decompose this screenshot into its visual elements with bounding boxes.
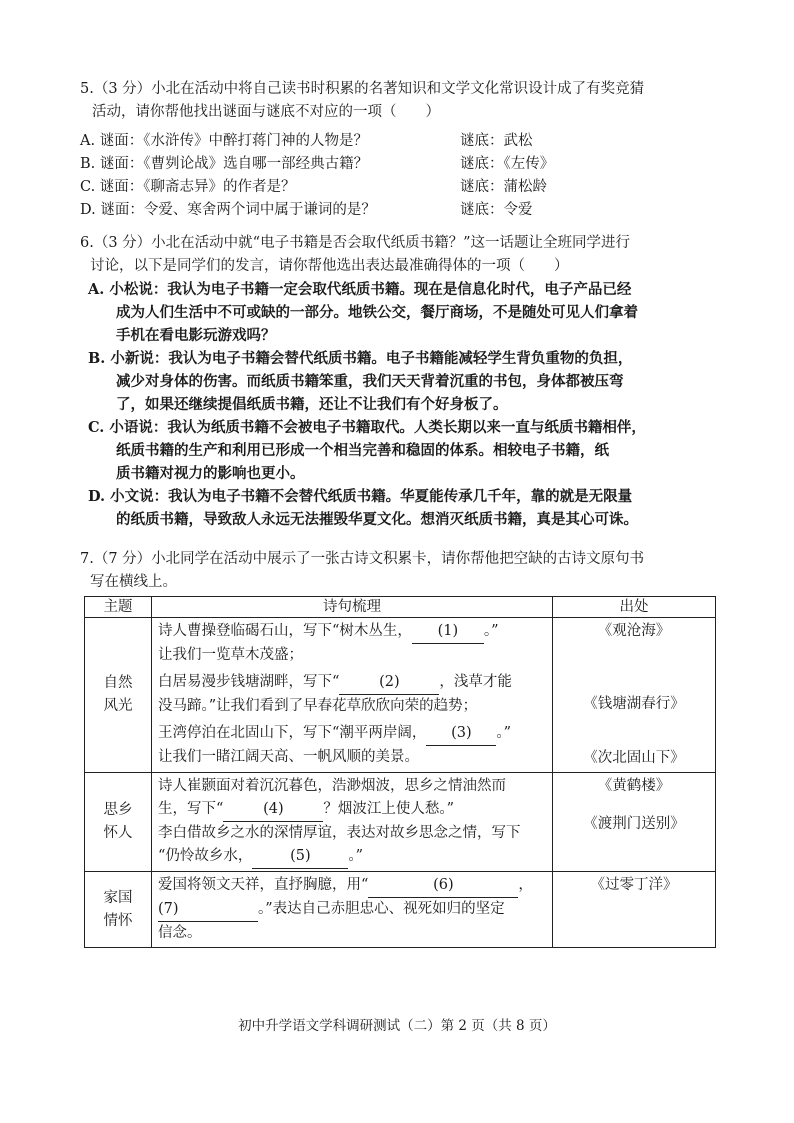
page-footer: 初中升学语文学科调研测试（二）第 2 页（共 8 页）: [238, 1018, 556, 1034]
q6-option-b: B. 小新说：我认为电子书籍会替代纸质书籍。电子书籍能减轻学生背负重物的负担， 减少对身体的伤害。而纸质书籍笨重，我们天天背着沉重的书包，身体都被压弯 了，如果还继续提倡纸质书籍，还让不让我们有个好身板了。: [88, 350, 633, 413]
q5-option-c: C. 谜面：《聊斋志异》的作者是？ 谜底：蒲松龄: [80, 179, 547, 195]
source-nature: 《观沧海》 《钱塘湖春行》 《次北固山下》: [553, 618, 716, 773]
q5-option-b: B. 谜面：《曹刿论战》选自哪一部经典古籍？ 谜底：《左传》: [80, 156, 555, 172]
q7-stem-line2: 写在横线上。: [90, 574, 177, 590]
verses-patriot: 爱国将领文天祥，直抒胸臆，用“ (6) ， (7) 。”表达自己赤胆忠心、视死如归的坚定 信念。: [152, 872, 553, 948]
table-row-patriot: [85, 872, 716, 948]
q6-option-a: A. 小松说：我认为电子书籍一定会取代纸质书籍。现在是信息化时代，电子产品已经 成为人们生活中不可或缺的一部分。地铁公交，餐厅商场，不是随处可见人们拿着 手机在看电影玩游戏吗？: [88, 281, 638, 344]
blank-2[interactable]: (2): [339, 671, 439, 695]
q5-stem-line2: 活动，请你帮他找出谜面与谜底不对应的一项（ ）: [92, 104, 440, 120]
theme-homesick: 思乡 怀人: [85, 773, 152, 872]
question-6: [80, 232, 712, 531]
blank-3[interactable]: (3): [426, 722, 496, 746]
question-5: [80, 78, 712, 222]
q5-option-d: D. 谜面：令爱、寒舍两个词中属于谦词的是？ 谜底：令爱: [80, 202, 533, 218]
q5-option-a: A. 谜面：《水浒传》中醉打蒋门神的人物是？ 谜底：武松: [80, 133, 533, 149]
blank-6[interactable]: (6): [368, 874, 518, 898]
verses-homesick: 诗人崔颢面对着沉沉暮色，浩渺烟波，思乡之情油然而 生，写下“ (4) ？烟波江上使人愁。” 李白借故乡之水的深情厚谊，表达对故乡思念之情，写下 “仍怜故乡水， (5) 。”: [152, 773, 553, 872]
source-homesick: 《黄鹤楼》 《渡荆门送别》: [553, 773, 716, 872]
q6-stem-line1: 6.（3 分）小北在活动中就“电子书籍是否会取代纸质书籍？”这一话题让全班同学进行: [80, 235, 630, 251]
q5-stem-line1: 5.（3 分）小北在活动中将自己读书时积累的名著知识和文学文化常识设计成了有奖竞猜: [80, 81, 645, 97]
blank-5[interactable]: (5): [252, 845, 348, 869]
blank-4[interactable]: (4): [223, 798, 323, 822]
poetry-card-table: [84, 596, 716, 948]
table-row-homesick: [85, 773, 716, 872]
q7-stem-line1: 7.（7 分）小北同学在活动中展示了一张古诗文积累卡，请你帮他把空缺的古诗文原句书: [80, 551, 645, 567]
q6-option-d: D. 小文说：我认为电子书籍不会替代纸质书籍。华夏能传承几千年，靠的就是无限量 的纸质书籍，导致敌人永远无法摧毁华夏文化。想消灭纸质书籍，真是其心可诛。: [88, 488, 638, 528]
theme-nature: 自然 风光: [85, 618, 152, 773]
blank-7[interactable]: (7): [158, 898, 258, 922]
question-7: [80, 548, 712, 594]
header-verses: 诗句梳理: [152, 597, 553, 618]
table-header-row: [85, 597, 716, 618]
header-source: 出处: [553, 597, 716, 618]
source-patriot: 《过零丁洋》: [553, 872, 716, 948]
table-row-nature: [85, 618, 716, 773]
theme-patriot: 家国 情怀: [85, 872, 152, 948]
header-theme: 主题: [85, 597, 152, 618]
verses-nature: 诗人曹操登临碣石山，写下“树木丛生， (1) 。” 让我们一览草木茂盛； 白居易漫步钱塘湖畔，写下“ (2) ，浅草才能 没马蹄。”让我们看到了早春花草欣欣向荣的趋势； 王湾停泊在北固山下，写下“潮平两岸阔， (3) 。” 让我们一睹江阔天高、一帆风顺的美景。: [152, 618, 553, 773]
q6-stem-line2: 讨论，以下是同学们的发言，请你帮他选出表达最准确得体的一项（ ）: [90, 258, 569, 274]
blank-1[interactable]: (1): [412, 620, 484, 644]
q6-option-c: C. 小语说：我认为纸质书籍不会被电子书籍取代。人类长期以来一直与纸质书籍相伴， 纸质书籍的生产和利用已形成一个相当完善和稳固的体系。相较电子书籍，纸 质书籍对视力的影响也更小。: [88, 419, 646, 482]
